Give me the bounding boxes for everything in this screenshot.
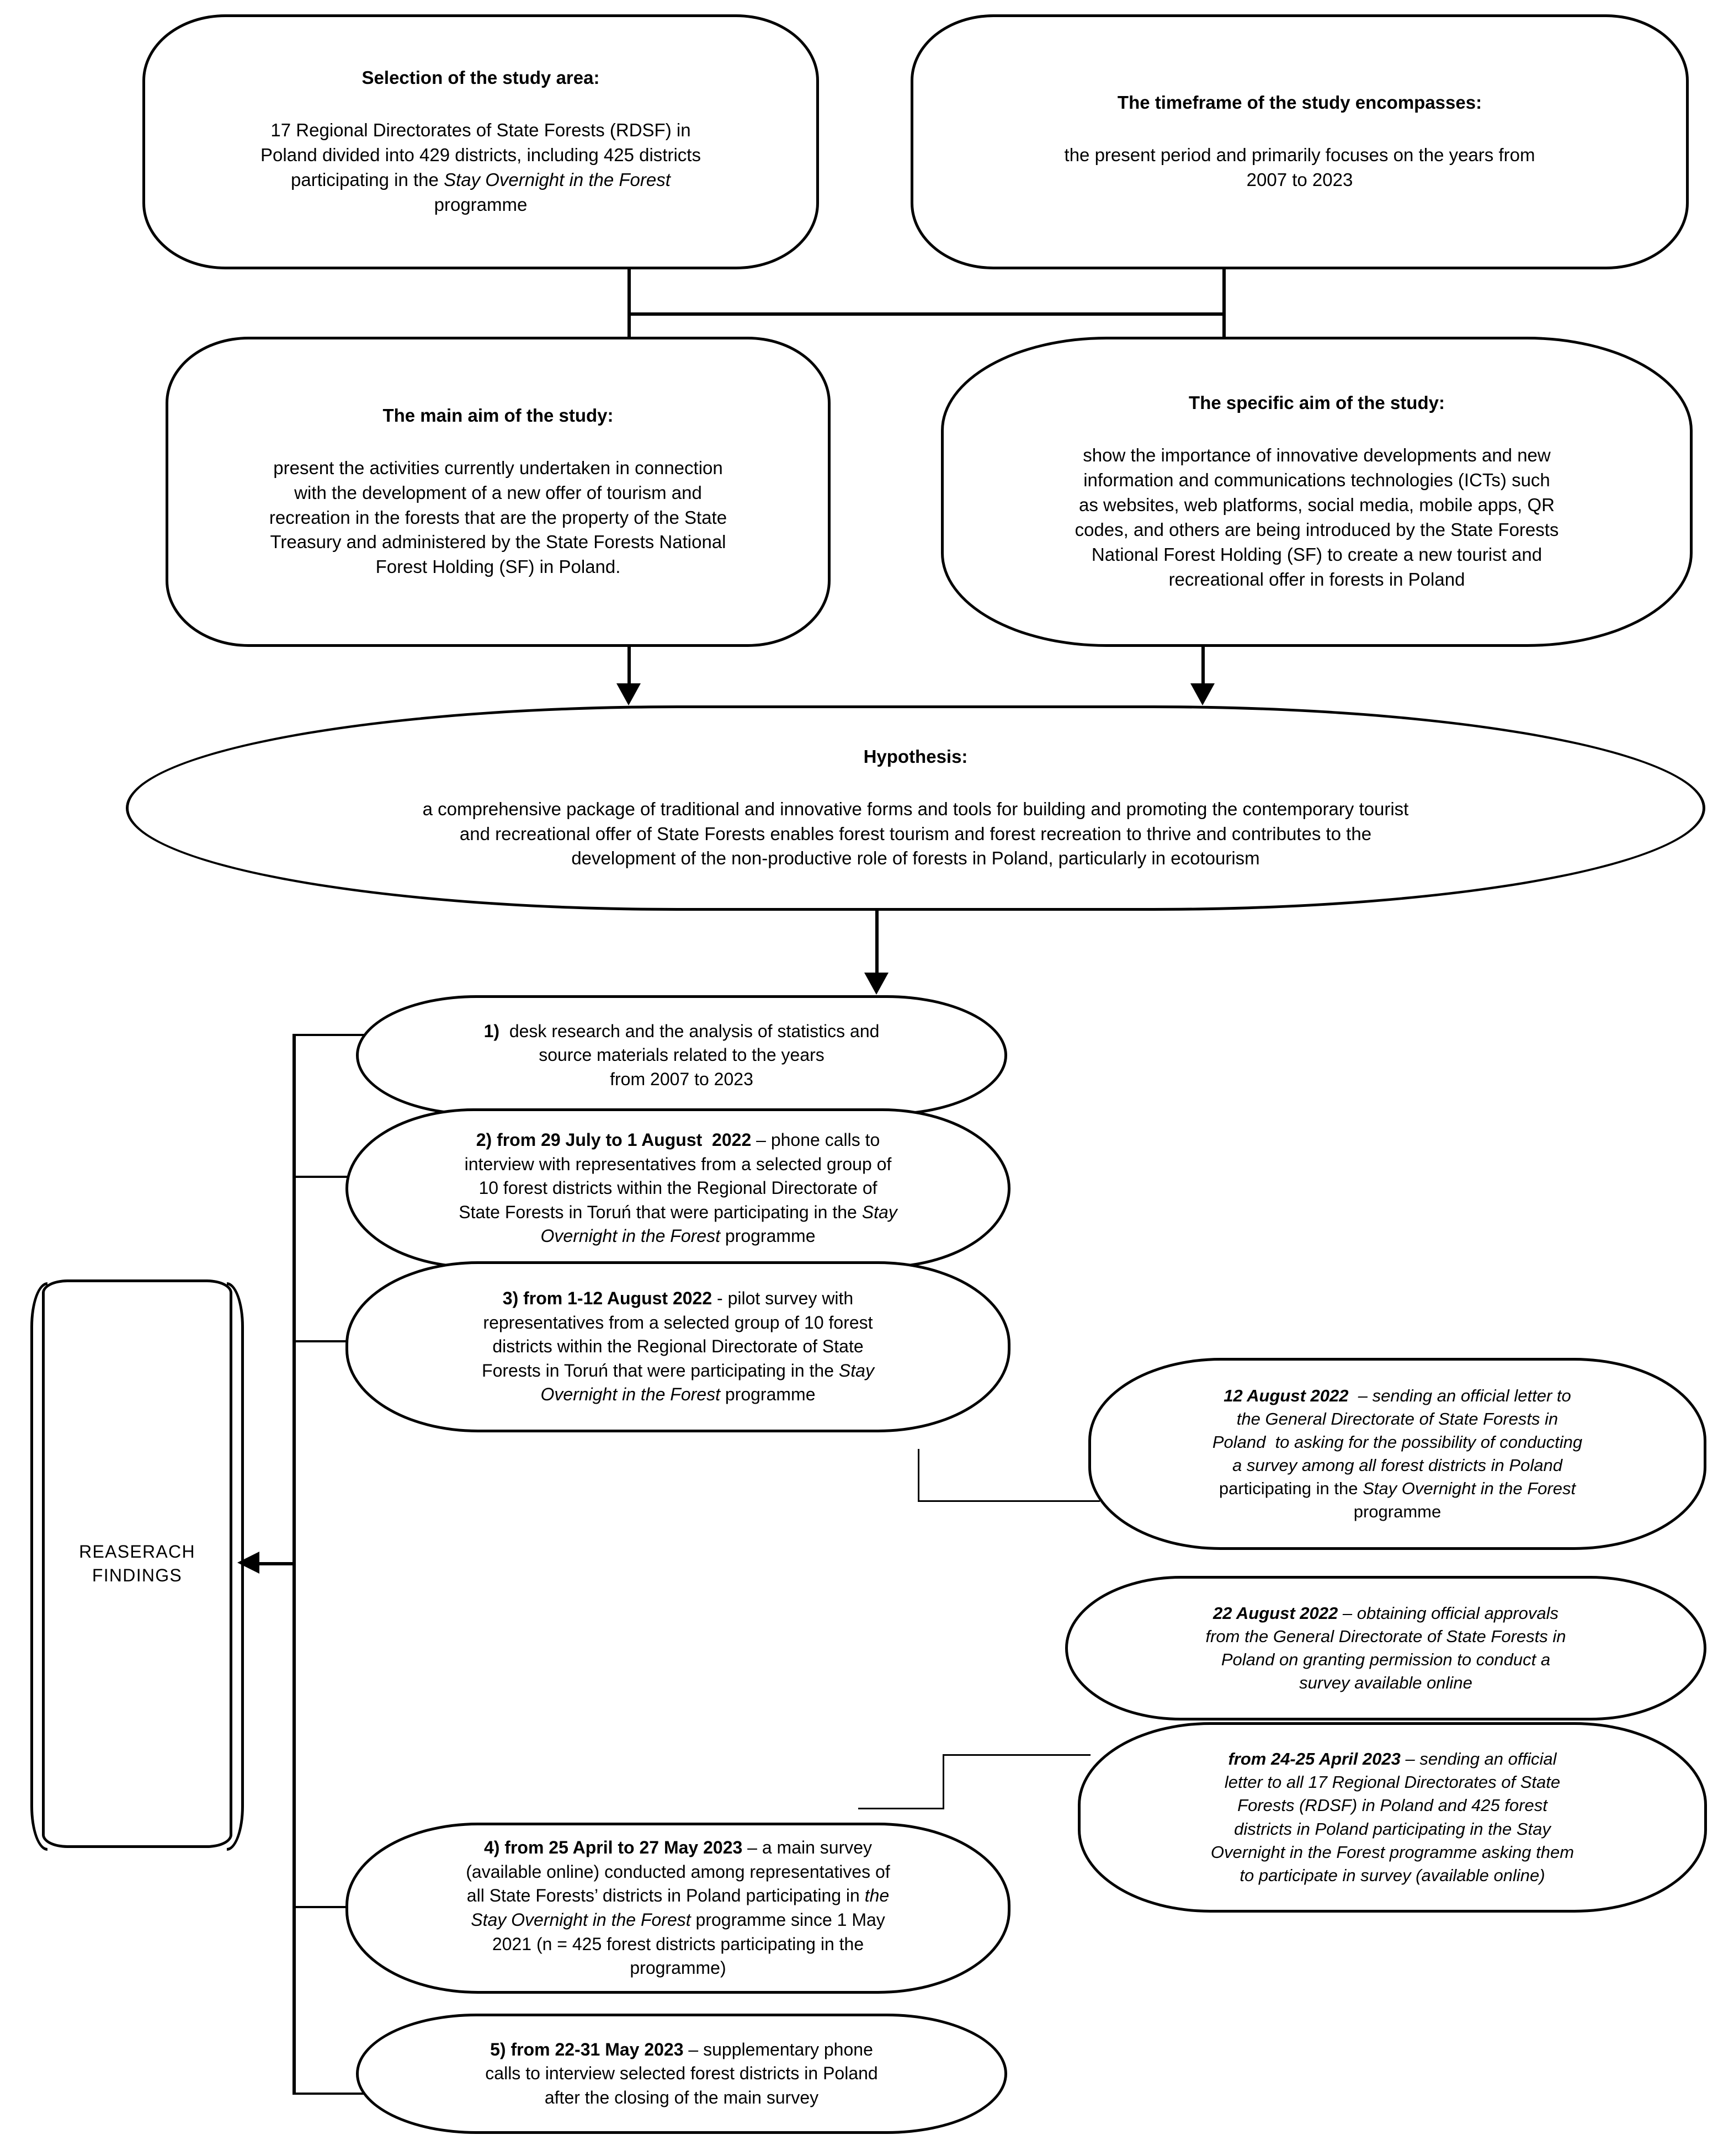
study-area-body: 17 Regional Directorates of State Forests (RDSF) in Poland divided into 429 districts, including 425 districts participating in the Stay Overnight in the Forest programme [260,120,701,215]
side-step-1-text: 12 August 2022 – sending an official letter to the General Directorate of State Forests in Poland to asking for the possibility of conducting a survey among all forest districts in Poland participating in the Stay Overnight in the Forest programme [1212,1385,1583,1522]
connector-elbow-s3-vertical [943,1754,944,1809]
arrow-hypothesis-to-methods [864,973,889,995]
specific-aim-title: The specific aim of the study: [1189,392,1445,413]
connector-stub-m5 [292,2093,367,2095]
node-side-step-2 [1065,1576,1706,1720]
node-timeframe [911,14,1689,269]
method-1-text: 1) desk research and the analysis of statistics and source materials related to the years from 2007 to 2023 [483,1021,880,1089]
node-hypothesis [126,705,1705,911]
hypothesis-title: Hypothesis: [863,746,968,767]
node-method-1 [356,995,1007,1116]
research-findings-line2: FINDINGS [92,1565,183,1585]
node-main-aim [166,337,831,647]
arrow-specific-aim-to-hypothesis [1190,683,1215,705]
connector-stub-m1 [292,1034,365,1036]
side-step-3-text: from 24-25 April 2023 – sending an official letter to all 17 Regional Directorates of State Forests (RDSF) in Poland and 425 forest districts in Poland participating in the Stay Overnight in the Forest programme asking them to participate in survey (available online) [1210,1749,1575,1885]
node-method-2 [345,1108,1010,1268]
arrow-main-aim-to-hypothesis [616,683,641,705]
method-5-text: 5) from 22-31 May 2023 – supplementary phone calls to interview selected forest districts in Poland after the closing of the main survey [485,2039,878,2107]
node-method-4 [345,1823,1010,1994]
connector-main-aim-stem [627,646,631,686]
node-research-findings [42,1279,232,1848]
hypothesis-body: a comprehensive package of traditional and innovative forms and tools for building and promoting the contemporary tourist and recreational offer of State Forests enables forest tourism and forest recreation to thrive and contributes to the development of the non-productive role of forests in Poland, particularly in ecotourism [422,798,1409,869]
main-aim-body: present the activities currently undertaken in connection with the development of a new offer of tourism and recreation in the forests that are the property of the State Treasury and administered by the State Forests National Forest Holding (SF) in Poland. [269,457,727,577]
main-aim-title: The main aim of the study: [382,405,614,426]
connector-elbow-s3-horizontal [943,1754,1091,1756]
method-4-text: 4) from 25 April to 27 May 2023 – a main survey (available online) conducted among representatives of all State Forests’ districts in Poland participating in the Stay Overnight in the Forest programme since 1 May 2021 (n = 425 forest districts participating in the programme) [466,1838,890,1978]
research-findings-line1: REASERACH [79,1541,195,1562]
connector-elbow-m3-horizontal [918,1500,1100,1502]
node-study-area [142,14,819,269]
specific-aim-body: show the importance of innovative developments and new information and communications technologies (ICTs) such as websites, web platforms, social media, mobile apps, QR codes, and others are being introduced by the State Forests National Forest Holding (SF) to create a new tourist and recreational offer in forests in Poland [1075,445,1559,590]
connector-top-crossbar [627,312,1225,316]
connector-bracket-to-findings [259,1562,295,1565]
connector-elbow-s3-lower [858,1808,944,1809]
node-side-step-1 [1088,1358,1706,1550]
method-2-text: 2) from 29 July to 1 August 2022 – phone calls to interview with representatives from a selected group of 10 forest districts within the Regional Directorate of State Forests in Toruń that were participating in the Stay Overnight in the Forest programme [459,1130,897,1246]
node-method-5 [356,2014,1007,2134]
research-findings-label [79,1540,195,1587]
method-3-text: 3) from 1-12 August 2022 - pilot survey with representatives from a selected group of 10 forest districts within the Regional Directorate of State Forests in Toruń that were participating in the Stay Overnight in the Forest programme [482,1288,874,1405]
connector-hypothesis-stem [875,911,879,981]
node-specific-aim [941,337,1693,647]
side-step-2-text: 22 August 2022 – obtaining official approvals from the General Directorate of State Forests in Poland on granting permission to conduct a survey available online [1205,1603,1566,1693]
connector-elbow-m3-vertical [918,1449,919,1501]
connector-specific-aim-stem [1201,646,1205,686]
timeframe-body: the present period and primarily focuses on the years from 2007 to 2023 [1064,145,1535,190]
timeframe-title: The timeframe of the study encompasses: [1117,92,1482,113]
study-area-title: Selection of the study area: [361,67,600,88]
node-side-step-3 [1078,1722,1707,1913]
node-method-3 [345,1261,1010,1432]
